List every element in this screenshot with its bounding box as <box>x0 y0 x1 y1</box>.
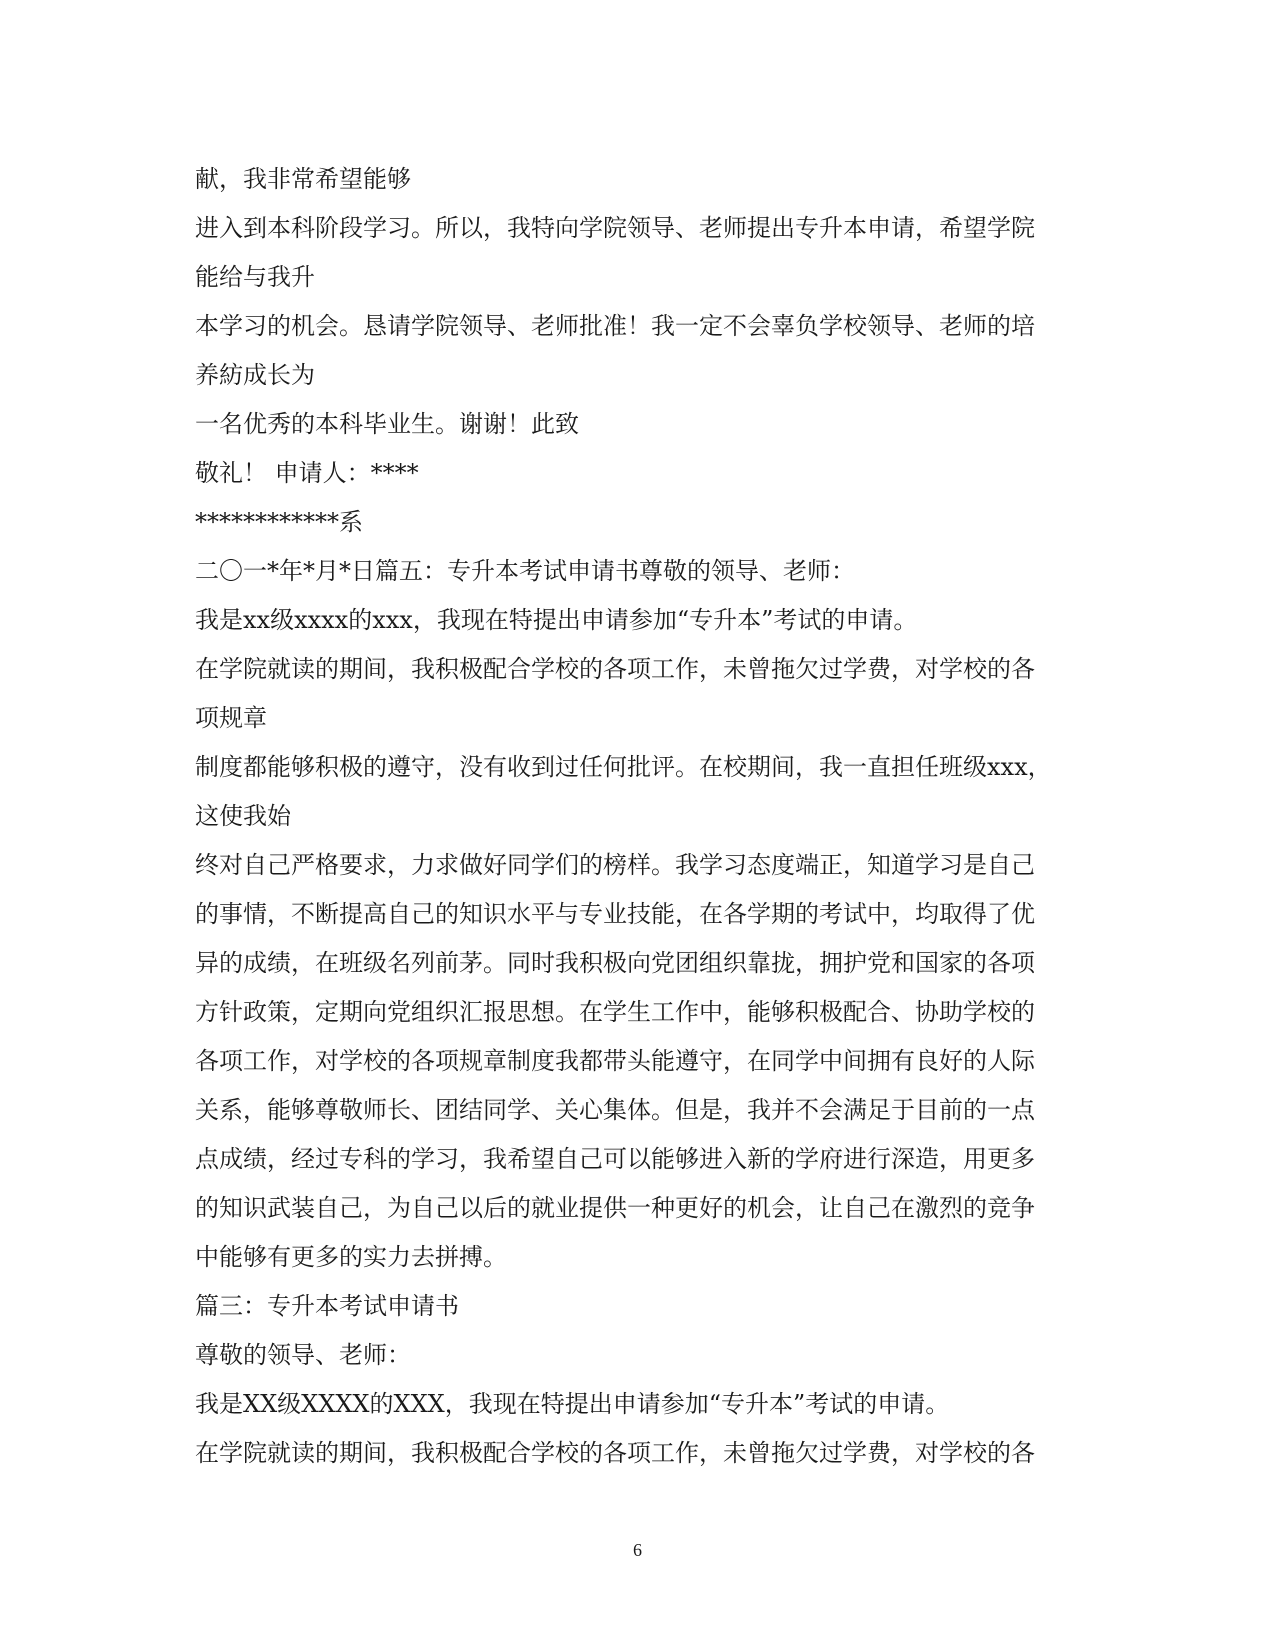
text-line: 方针政策，定期向党组织汇报思想。在学生工作中，能够积极配合、协助学校的 <box>195 998 1035 1026</box>
text-line: 养紡成长为 <box>195 361 315 389</box>
text-line: 异的成绩，在班级名列前茅。同时我积极向党团组织靠拢，拥护党和国家的各项 <box>195 949 1035 977</box>
page-number: 6 <box>633 1540 642 1560</box>
text-line: 的知识武装自己，为自己以后的就业提供一种更好的机会，让自己在激烈的竞争 <box>195 1194 1035 1222</box>
text-line: 二〇一*年*月*日篇五：专升本考试申请书尊敬的领导、老师： <box>195 557 855 585</box>
text-line: 终对自己严格要求，力求做好同学们的榜样。我学习态度端正，知道学习是自己 <box>195 851 1035 879</box>
text-line: ************系 <box>195 508 363 536</box>
text-line: 尊敬的领导、老师： <box>195 1341 411 1369</box>
text-line: 能给与我升 <box>195 263 315 291</box>
text-line: 中能够有更多的实力去拼搏。 <box>195 1243 507 1271</box>
text-line: 在学院就读的期间，我积极配合学校的各项工作，未曾拖欠过学费，对学校的各 <box>195 1439 1035 1467</box>
text-line: 献，我非常希望能够 <box>195 165 411 193</box>
text-line: 项规章 <box>195 704 267 732</box>
text-line: 在学院就读的期间，我积极配合学校的各项工作，未曾拖欠过学费，对学校的各 <box>195 655 1035 683</box>
text-line: 我是xx级xxxx的xxx，我现在特提出申请参加“专升本”考试的申请。 <box>195 606 918 634</box>
text-line: 各项工作，对学校的各项规章制度我都带头能遵守，在同学中间拥有良好的人际 <box>195 1047 1035 1075</box>
text-line: 的事情，不断提高自己的知识水平与专业技能，在各学期的考试中，均取得了优 <box>195 900 1035 928</box>
text-line: 这使我始 <box>195 802 291 830</box>
text-line: 一名优秀的本科毕业生。谢谢！此致 <box>195 410 579 438</box>
text-line: 关系，能够尊敬师长、团结同学、关心集体。但是，我并不会满足于目前的一点 <box>195 1096 1035 1124</box>
text-line: 制度都能够积极的遵守，没有收到过任何批评。在校期间，我一直担任班级xxx， <box>195 753 1052 781</box>
text-line: 点成绩，经过专科的学习，我希望自己可以能够进入新的学府进行深造，用更多 <box>195 1145 1035 1173</box>
text-line: 本学习的机会。恳请学院领导、老师批准！我一定不会辜负学校领导、老师的培 <box>195 312 1035 340</box>
text-line: 我是XX级XXXX的XXX，我现在特提出申请参加“专升本”考试的申请。 <box>195 1390 950 1418</box>
document-body <box>195 155 1075 1478</box>
text-line: 篇三：专升本考试申请书 <box>195 1292 459 1320</box>
text-line: 进入到本科阶段学习。所以，我特向学院领导、老师提出专升本申请，希望学院 <box>195 214 1035 242</box>
text-line: 敬礼！ 申请人：**** <box>195 459 419 487</box>
